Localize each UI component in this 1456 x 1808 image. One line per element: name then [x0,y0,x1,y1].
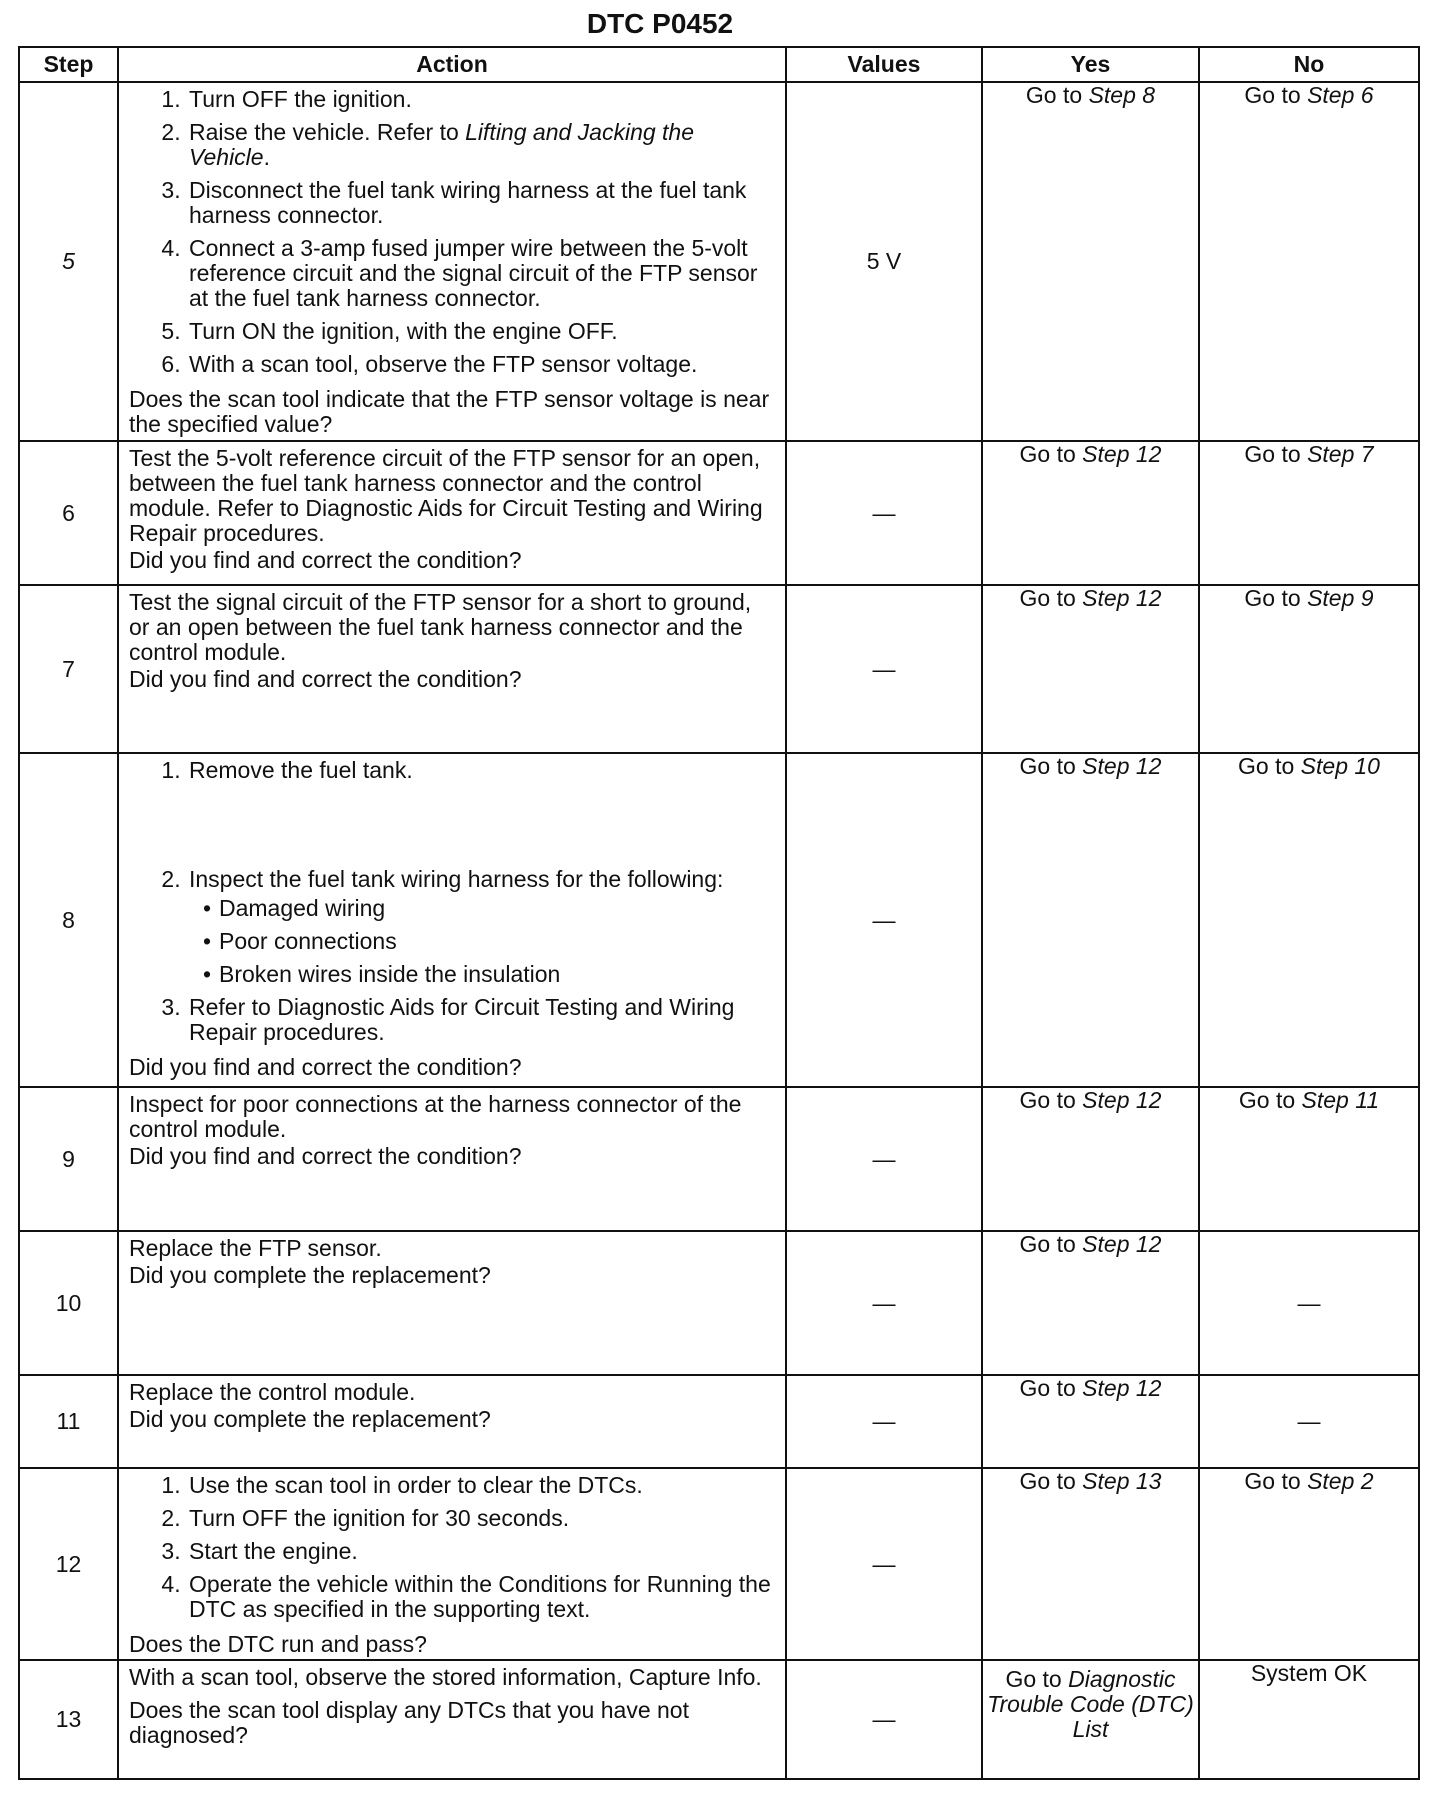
no-cell: Go to Step 9 [1199,585,1419,753]
yes-cell: Go to Diagnostic Trouble Code (DTC) List [982,1660,1199,1779]
action-item: 5. Turn ON the ignition, with the engine OFF. [187,319,777,344]
action-cell [118,1375,786,1468]
table-row [19,753,1419,1087]
step-number: 9 [19,1087,118,1231]
link-step: Step 13 [1082,1468,1162,1494]
action-item: 3. Start the engine. [187,1539,777,1564]
action-item: 1. Turn OFF the ignition. [187,87,777,112]
value-cell: — [786,585,982,753]
yes-cell: Go to Step 13 [982,1468,1199,1660]
no-cell: — [1199,1231,1419,1375]
action-item: 2. Raise the vehicle. Refer to Lifting and Jacking the Vehicle. [187,120,777,170]
link-step: Step 7 [1307,441,1374,467]
bullet-item: • Damaged wiring [219,896,777,921]
table-row [19,1468,1419,1660]
value-cell: — [786,441,982,585]
value-cell: — [786,1087,982,1231]
value-cell: 5 V [786,82,982,441]
yes-cell: Go to Step 12 [982,753,1199,1087]
action-question: Did you find and correct the condition? [129,547,522,573]
table-row [19,1660,1419,1779]
action-cell [118,82,786,441]
action-text: Replace the FTP sensor. [129,1235,382,1261]
step-number: 6 [19,441,118,585]
system-ok-text: System OK [1250,1660,1368,1686]
value-cell: — [786,1375,982,1468]
link-step: Step 10 [1300,753,1380,779]
step-number: 12 [19,1468,118,1660]
value-cell: — [786,1231,982,1375]
no-cell: Go to Step 6 [1199,82,1419,441]
link-step: Step 11 [1301,1087,1380,1113]
no-cell: Go to Step 10 [1199,753,1419,1087]
no-cell: Go to Step 7 [1199,441,1419,585]
action-text: Test the signal circuit of the FTP sensor for a short to ground, or an open between the fuel tank harness connector and the control module. [129,589,752,665]
link-step: Step 12 [1082,585,1162,611]
action-cell [118,1087,786,1231]
table-row [19,585,1419,753]
action-question: Does the scan tool indicate that the FTP sensor voltage is near the specified value? [129,386,770,437]
page-title: DTC P0452 [586,8,734,39]
table-row [19,1375,1419,1468]
action-question: Does the DTC run and pass? [129,1631,427,1657]
action-question: Did you find and correct the condition? [129,1143,522,1169]
step-number: 13 [19,1660,118,1779]
step-number: 8 [19,753,118,1087]
diagnostic-table [18,46,1420,1780]
no-cell [1199,1660,1419,1779]
header-values: Values [786,47,982,82]
bullet-item: • Poor connections [219,929,777,954]
header-yes: Yes [982,47,1199,82]
no-cell: Go to Step 11 [1199,1087,1419,1231]
yes-cell: Go to Step 12 [982,441,1199,585]
link-step: Step 12 [1082,1087,1162,1113]
link-step: Step 12 [1082,753,1162,779]
action-cell [118,441,786,585]
action-item: 4. Connect a 3-amp fused jumper wire between the 5-volt reference circuit and the signal circuit of the FTP sensor at the fuel tank harness connector. [187,236,777,311]
bullet-item: • Broken wires inside the insulation [219,962,777,987]
action-cell [118,1660,786,1779]
step-number: 5 [19,82,118,441]
link-step: Step 12 [1082,1375,1162,1401]
step-number: 11 [19,1375,118,1468]
link-step: Step 12 [1082,1231,1162,1257]
action-item: 1. Use the scan tool in order to clear the DTCs. [187,1473,777,1498]
table-row [19,441,1419,585]
no-cell: — [1199,1375,1419,1468]
header-step: Step [19,47,118,82]
yes-cell: Go to Step 12 [982,585,1199,753]
table-row [19,1087,1419,1231]
yes-cell: Go to Step 12 [982,1375,1199,1468]
header-action: Action [118,47,786,82]
action-cell [118,1468,786,1660]
link-step: Step 2 [1307,1468,1374,1494]
action-item: 2. Turn OFF the ignition for 30 seconds. [187,1506,777,1531]
action-text: With a scan tool, observe the stored information, Capture Info. [129,1664,762,1690]
action-cell [118,753,786,1087]
link-step: Step 12 [1082,441,1162,467]
value-cell: — [786,1660,982,1779]
table-row [19,1231,1419,1375]
link-dtc-list: Diagnostic Trouble Code (DTC) List [987,1666,1194,1742]
step-number: 10 [19,1231,118,1375]
action-text: Replace the control module. [129,1379,416,1405]
action-question: Did you complete the replacement? [129,1406,491,1432]
link-step: Step 6 [1307,82,1374,108]
action-item: 3. Refer to Diagnostic Aids for Circuit Testing and Wiring Repair procedures. [187,995,777,1045]
value-cell: — [786,753,982,1087]
action-cell [118,585,786,753]
header-row [19,47,1419,82]
header-no: No [1199,47,1419,82]
yes-cell: Go to Step 12 [982,1231,1199,1375]
action-question: Did you complete the replacement? [129,1262,491,1288]
link-step: Step 9 [1307,585,1374,611]
action-text: Inspect for poor connections at the harness connector of the control module. [129,1091,742,1142]
action-item: 6. With a scan tool, observe the FTP sensor voltage. [187,352,777,377]
no-cell: Go to Step 2 [1199,1468,1419,1660]
action-text: Test the 5-volt reference circuit of the FTP sensor for an open, between the fuel tank harness connector and the control module. Refer to Diagnostic Aids for Circuit Testing and Wiring Repair procedures. [129,445,763,546]
action-item: 3. Disconnect the fuel tank wiring harness at the fuel tank harness connector. [187,178,777,228]
yes-cell: Go to Step 12 [982,1087,1199,1231]
table-row [19,82,1419,441]
value-cell: — [786,1468,982,1660]
yes-cell: Go to Step 8 [982,82,1199,441]
action-cell [118,1231,786,1375]
step-number: 7 [19,585,118,753]
action-item: 4. Operate the vehicle within the Conditions for Running the DTC as specified in the supporting text. [187,1572,777,1622]
action-question: Did you find and correct the condition? [129,1054,522,1080]
action-question: Does the scan tool display any DTCs that you have not diagnosed? [129,1697,689,1748]
action-item: 1. Remove the fuel tank. [187,758,777,783]
action-item: 2. Inspect the fuel tank wiring harness for the following: • Damaged wiring • Poor connections • Broken wires inside the insulation [187,867,777,987]
link-step: Step 8 [1088,82,1156,108]
action-question: Did you find and correct the condition? [129,666,522,692]
